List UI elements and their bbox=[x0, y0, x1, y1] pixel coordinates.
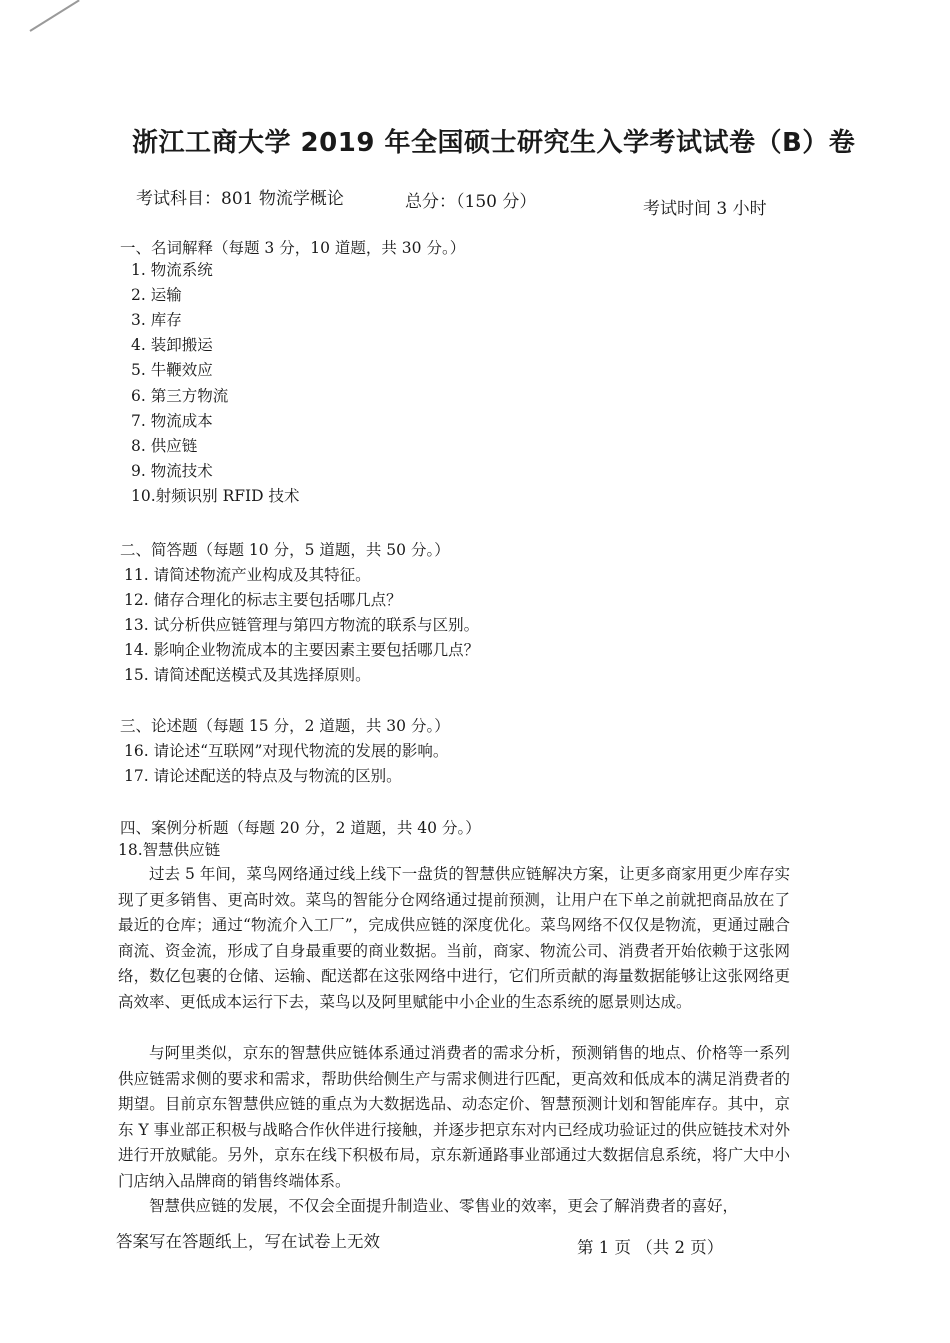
question-9: 9. 物流技术 bbox=[131, 462, 213, 480]
question-6: 6. 第三方物流 bbox=[131, 387, 229, 405]
question-8: 8. 供应链 bbox=[131, 437, 198, 455]
question-16: 16. 请论述“互联网”对现代物流的发展的影响。 bbox=[124, 742, 449, 760]
question-15: 15. 请简述配送模式及其选择原则。 bbox=[124, 666, 371, 684]
question-12: 12. 储存合理化的标志主要包括哪几点？ bbox=[124, 591, 402, 609]
page-number: 第 1 页 （共 2 页） bbox=[577, 1238, 724, 1257]
question-2: 2. 运输 bbox=[131, 286, 182, 304]
question-3: 3. 库存 bbox=[131, 311, 182, 329]
case-paragraph-2: 与阿里类似，京东的智慧供应链体系通过消费者的需求分析，预测销售的地点、价格等一系列供应链需求侧的要求和需求，帮助供给侧生产与需求侧进行匹配，更高效和低成本的满足消费者的期望。目前京东智慧供应链的重点为大数据选品、动态定价、智慧预测计划和智能库存。其中，京东 Y 事业部正积极与战略合作伙伴进行接触，并逐步把京东对内已经成功验证过的供应链技术对外进行开放赋能。另外，京东在线下积极布局，京东新通路事业部通过大数据信息系统，将广大中小门店纳入品牌商的销售终端体系。 bbox=[118, 1044, 790, 1190]
exam-duration: 考试时间 3 小时 bbox=[643, 199, 767, 219]
footer-note: 答案写在答题纸上，写在试卷上无效 bbox=[116, 1232, 380, 1251]
exam-title: 浙江工商大学 2019 年全国硕士研究生入学考试试卷（B）卷 bbox=[132, 128, 856, 158]
exam-subject: 考试科目：801 物流学概论 bbox=[136, 189, 344, 209]
question-14: 14. 影响企业物流成本的主要因素主要包括哪几点？ bbox=[124, 641, 480, 659]
question-7: 7. 物流成本 bbox=[131, 412, 213, 430]
case-paragraph-1: 过去 5 年间，菜鸟网络通过线上线下一盘货的智慧供应链解决方案，让更多商家用更少库存实现了更多销售、更高时效。菜鸟的智能分仓网络通过提前预测，让用户在下单之前就把商品放在了最近的仓库；通过“物流介入工厂”，完成供应链的深度优化。菜鸟网络不仅仅是物流，更通过融合商流、资金流，形成了自身最重要的商业数据。当前，商家、物流公司、消费者开始依赖于这张网络，数亿包裹的仓储、运输、配送都在这张网络中进行，它们所贡献的海量数据能够让这张网络更高效率、更低成本运行下去，菜鸟以及阿里赋能中小企业的生态系统的愿景则达成。 bbox=[118, 865, 790, 1011]
case-paragraph-3: 智慧供应链的发展，不仅会全面提升制造业、零售业的效率，更会了解消费者的喜好， bbox=[149, 1197, 739, 1215]
exam-total-score: 总分：（150 分） bbox=[405, 192, 537, 212]
section-4-heading: 四、案例分析题（每题 20 分，2 道题，共 40 分。） bbox=[120, 819, 481, 837]
question-17: 17. 请论述配送的特点及与物流的区别。 bbox=[124, 767, 402, 785]
section-2-heading: 二、简答题（每题 10 分，5 道题，共 50 分。） bbox=[120, 541, 450, 559]
question-13: 13. 试分析供应链管理与第四方物流的联系与区别。 bbox=[124, 616, 480, 634]
question-10: 10.射频识别 RFID 技术 bbox=[131, 487, 300, 505]
section-1-heading: 一、名词解释（每题 3 分，10 道题，共 30 分。） bbox=[120, 239, 466, 257]
case-title: 18.智慧供应链 bbox=[118, 841, 221, 859]
pen-mark bbox=[29, 0, 79, 32]
section-3-heading: 三、论述题（每题 15 分，2 道题，共 30 分。） bbox=[120, 717, 450, 735]
question-4: 4. 装卸搬运 bbox=[131, 336, 213, 354]
question-11: 11. 请简述物流产业构成及其特征。 bbox=[124, 566, 371, 584]
question-1: 1. 物流系统 bbox=[131, 261, 213, 279]
question-5: 5. 牛鞭效应 bbox=[131, 361, 213, 379]
